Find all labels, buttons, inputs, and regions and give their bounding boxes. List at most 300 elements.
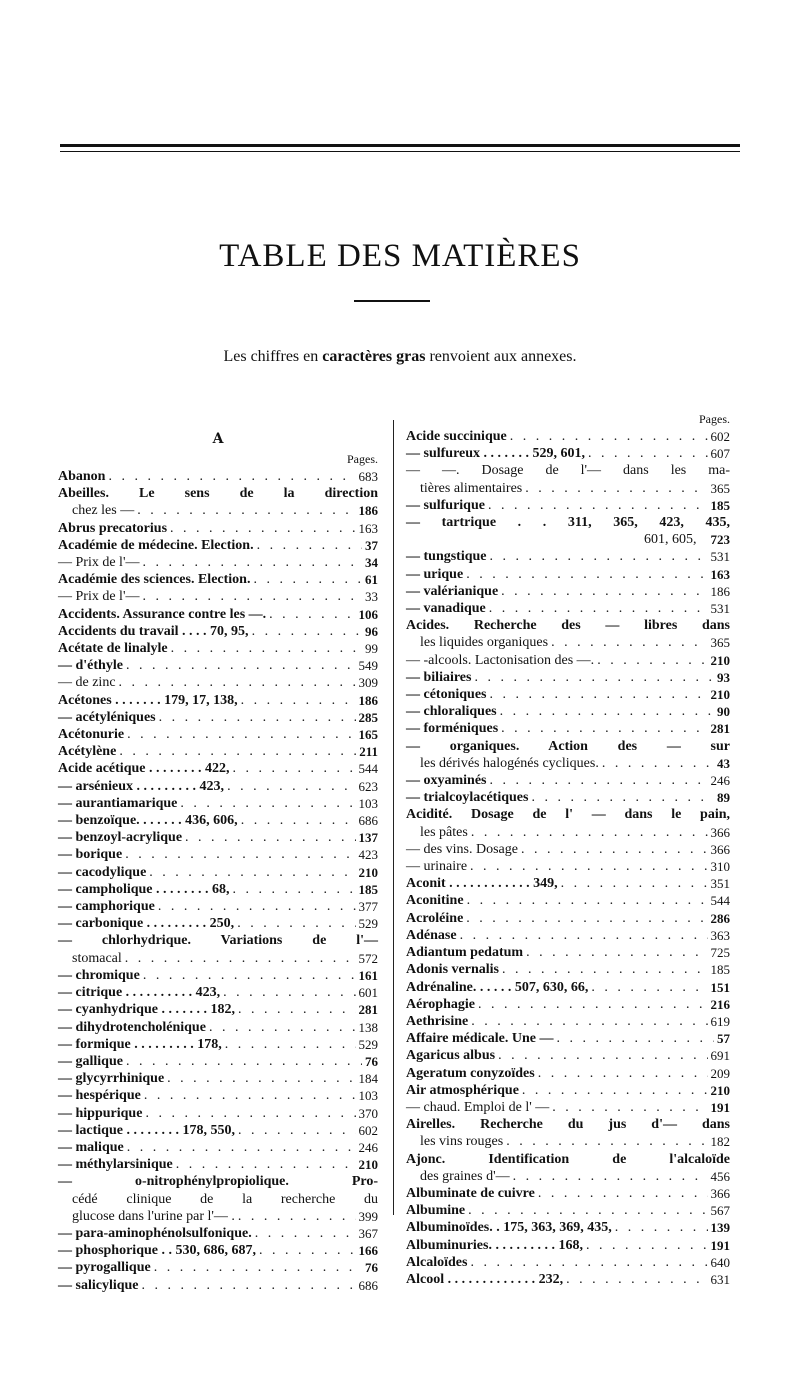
- index-entry: [58, 829, 378, 846]
- leader-dots: [171, 640, 362, 657]
- leader-dots: [478, 996, 708, 1013]
- index-entry-pages: 686: [358, 813, 378, 829]
- index-entry: [58, 881, 378, 898]
- leader-dots: [259, 1242, 356, 1259]
- index-entry: [406, 617, 730, 651]
- index-entry-pages: 89: [717, 790, 730, 806]
- index-entry-pages: 209: [710, 1065, 730, 1081]
- index-entry: [406, 548, 730, 565]
- index-entry-term: — de zinc: [58, 675, 116, 691]
- index-entry-pages: 544: [710, 893, 730, 909]
- index-entry-term: — salicylique: [58, 1277, 139, 1293]
- index-entry-term: — sulfureux . . . . . . . 529, 601,: [406, 446, 586, 462]
- index-entry-term: — benzoyl-acrylique: [58, 830, 183, 846]
- index-entry-pages: 691: [710, 1048, 730, 1064]
- index-entry-term: — cyanhydrique . . . . . . . 182,: [58, 1002, 235, 1018]
- index-entry-term: Agaricus albus: [406, 1048, 496, 1064]
- leader-dots: [167, 1070, 355, 1087]
- index-entry: [406, 1151, 730, 1185]
- leader-dots: [143, 967, 356, 984]
- index-entry-pages: 640: [710, 1254, 730, 1270]
- index-entry-pages: 725: [710, 945, 730, 961]
- index-entry-pages: 686: [358, 1277, 378, 1293]
- leader-dots: [490, 772, 708, 789]
- index-column-left: [58, 410, 378, 1294]
- leader-dots: [145, 1105, 355, 1122]
- section-letter: A: [212, 431, 224, 447]
- index-entry-term: — chromique: [58, 967, 140, 983]
- index-entry: [406, 927, 730, 944]
- leader-dots: [252, 623, 362, 640]
- index-entry: [58, 588, 378, 605]
- leader-dots: [233, 881, 356, 898]
- index-entry: [58, 778, 378, 795]
- index-entry-term: — chaud. Emploi de l' —: [406, 1099, 550, 1115]
- leader-dots: [591, 979, 707, 996]
- leader-dots: [142, 554, 362, 571]
- index-entry-term: — phosphorique . . 530, 686, 687,: [58, 1243, 256, 1259]
- index-entry-pages: 103: [358, 795, 378, 811]
- index-entry: [406, 1082, 730, 1099]
- index-entry-term: Ageratum conyzoïdes: [406, 1065, 535, 1081]
- index-entry-pages: 456: [710, 1168, 730, 1184]
- index-entry: [58, 1019, 378, 1036]
- index-entry: [58, 1277, 378, 1294]
- index-entry-pages: 151: [710, 979, 730, 995]
- leader-dots: [142, 588, 362, 605]
- index-entry-term-cont: des graines d'—: [420, 1168, 510, 1184]
- index-entry-term: Acétonurie: [58, 727, 125, 743]
- index-entry-term: — chlorhydrique. Variations de l'—: [58, 933, 378, 949]
- leader-dots: [170, 520, 355, 537]
- leader-dots: [253, 571, 362, 588]
- index-entry-pages: 90: [717, 704, 730, 720]
- page-title: TABLE DES MATIÈRES: [219, 238, 581, 274]
- index-entry-term: — para-aminophénolsulfonique.: [58, 1225, 252, 1241]
- index-entry-pages: 57: [717, 1031, 730, 1047]
- leader-dots: [137, 502, 355, 519]
- header-rule-thin: [60, 151, 740, 152]
- index-entry-term: — campholique . . . . . . . . 68,: [58, 881, 230, 897]
- index-entry: [58, 1156, 378, 1173]
- index-entry: [406, 445, 730, 462]
- index-entry: [58, 485, 378, 519]
- leader-dots: [566, 1271, 707, 1288]
- index-entry-term: — gallique: [58, 1053, 123, 1069]
- index-entry: [58, 1259, 378, 1276]
- index-entry-term: Adrénaline. . . . . . 507, 630, 66,: [406, 979, 589, 995]
- index-entry-pages: 549: [358, 658, 378, 674]
- index-entry-term: — sulfurique: [406, 497, 485, 513]
- leader-dots: [467, 892, 708, 909]
- index-entry-term: Albuminuries. . . . . . . . . . 168,: [406, 1237, 583, 1253]
- index-entry-term: Air atmosphérique: [406, 1082, 519, 1098]
- index-entry-pages: 366: [710, 841, 730, 857]
- leader-dots: [538, 1185, 708, 1202]
- index-entry-pages: 544: [358, 761, 378, 777]
- leader-dots: [159, 709, 356, 726]
- index-entry-term-cont: stomacal: [72, 950, 122, 966]
- index-entry-term: — arsénieux . . . . . . . . . 423,: [58, 778, 225, 794]
- leader-dots: [468, 1202, 707, 1219]
- index-entry-term: Adénase: [406, 927, 457, 943]
- index-entry-term: — Prix de l'—: [58, 555, 140, 571]
- index-entry: [58, 554, 378, 571]
- index-entry-term: — hespérique: [58, 1088, 141, 1104]
- index-entry-pages: 309: [358, 675, 378, 691]
- index-entry: [58, 932, 378, 966]
- index-entry: [58, 864, 378, 881]
- index-entry: [58, 1105, 378, 1122]
- index-entry: [406, 514, 730, 548]
- index-entry-pages: 363: [710, 927, 730, 943]
- index-entry-term: Abanon: [58, 469, 106, 484]
- index-entry-term: Albumine: [406, 1203, 466, 1219]
- leader-dots: [460, 927, 708, 944]
- index-entry: [406, 1254, 730, 1271]
- index-entry-pages: 602: [710, 429, 730, 444]
- index-entry-term: Acides. Recherche des — libres dans: [406, 618, 730, 634]
- index-entry: [406, 875, 730, 892]
- index-entry-term: Académie des sciences. Election.: [58, 572, 251, 588]
- index-entry-pages: 246: [358, 1139, 378, 1155]
- index-entry: [406, 806, 730, 840]
- index-entry-term: — lactique . . . . . . . . 178, 550,: [58, 1122, 235, 1138]
- index-entry-term: — glycyrrhinique: [58, 1071, 165, 1087]
- leader-dots: [513, 1168, 708, 1185]
- index-entry-pages: 43: [717, 755, 730, 771]
- index-entry-term: — cétoniques: [406, 687, 487, 703]
- subtitle-pre: Les chiffres en: [223, 348, 323, 365]
- leader-dots: [257, 537, 362, 554]
- leader-dots: [255, 1225, 356, 1242]
- index-entry-term: Aconit . . . . . . . . . . . . 349,: [406, 876, 558, 892]
- index-entry-pages: 310: [710, 859, 730, 875]
- index-entry-line: [58, 950, 378, 967]
- index-entry: [406, 1116, 730, 1150]
- index-entry: [406, 1202, 730, 1219]
- index-entry-pages: 619: [710, 1013, 730, 1029]
- leader-dots: [470, 858, 707, 875]
- leader-dots: [556, 1030, 714, 1047]
- index-entry: [406, 961, 730, 978]
- leader-dots: [158, 898, 356, 915]
- index-entry-term: Acétones . . . . . . . 179, 17, 138,: [58, 692, 238, 708]
- index-entry: [406, 789, 730, 806]
- index-entry-term: — tungstique: [406, 549, 487, 565]
- index-entry: [58, 640, 378, 657]
- leader-dots: [149, 864, 355, 881]
- index-entry-pages: 186: [358, 692, 378, 708]
- index-entry: [406, 1185, 730, 1202]
- leader-dots: [602, 755, 714, 772]
- index-entry: [406, 652, 730, 669]
- index-entry: [58, 984, 378, 1001]
- leader-dots: [119, 674, 356, 691]
- index-entry-pages: 281: [358, 1002, 378, 1018]
- index-entry-term: Adonis vernalis: [406, 962, 499, 978]
- index-entry-pages: 37: [365, 537, 378, 553]
- subtitle-post: renvoient aux annexes.: [425, 348, 577, 365]
- leader-dots: [525, 480, 707, 497]
- leader-dots: [586, 1237, 708, 1254]
- leader-dots: [108, 468, 355, 485]
- leader-dots: [501, 583, 707, 600]
- index-entry-pages: 185: [710, 962, 730, 978]
- index-entry: [58, 623, 378, 640]
- index-entry-pages: 377: [358, 899, 378, 915]
- index-entry-pages: 281: [710, 721, 730, 737]
- index-entry-pages: 210: [358, 864, 378, 880]
- index-entry: [58, 1139, 378, 1156]
- index-entry-term: Airelles. Recherche du jus d'— dans: [406, 1117, 730, 1133]
- index-entry-term: — o-nitrophénylpropiolique. Pro-: [58, 1174, 378, 1190]
- index-entry-pages: 165: [358, 727, 378, 743]
- index-entry-term: — vanadique: [406, 601, 486, 617]
- leader-dots: [561, 875, 708, 892]
- leader-dots: [127, 1139, 356, 1156]
- index-entry: [58, 1087, 378, 1104]
- index-entry: [406, 996, 730, 1013]
- index-entry-term: — d'éthyle: [58, 658, 123, 674]
- index-entry: [406, 1219, 730, 1236]
- index-entry-term: — urinaire: [406, 859, 468, 875]
- index-entry-term: — hippurique: [58, 1105, 143, 1121]
- index-entry: [58, 1122, 378, 1139]
- leader-dots: [238, 1208, 356, 1225]
- index-entry-term: — valérianique: [406, 583, 499, 599]
- leader-dots: [269, 606, 355, 623]
- index-entry-line: [406, 755, 730, 772]
- leader-dots: [510, 428, 708, 445]
- index-entry: [406, 583, 730, 600]
- index-entry: [406, 910, 730, 927]
- leader-dots: [125, 846, 355, 863]
- title-underline: [354, 300, 430, 302]
- leader-dots: [551, 634, 707, 651]
- index-entry: [406, 497, 730, 514]
- index-entry-pages: 184: [358, 1071, 378, 1087]
- index-entry-pages: 96: [365, 623, 378, 639]
- leader-dots: [225, 1036, 356, 1053]
- index-entry: [406, 600, 730, 617]
- index-entry-pages: 370: [358, 1105, 378, 1121]
- leader-dots: [466, 566, 707, 583]
- index-entry-line: [406, 1133, 730, 1150]
- index-entry-term: — camphorique: [58, 899, 155, 915]
- index-entry: [58, 1173, 378, 1225]
- index-entry-term: Alcool . . . . . . . . . . . . . 232,: [406, 1271, 564, 1287]
- leader-dots: [241, 692, 356, 709]
- index-entry-term: — borique: [58, 847, 123, 863]
- index-entry-pages: 531: [710, 601, 730, 617]
- index-entry-term-cont: les liquides organiques: [420, 635, 549, 651]
- index-entry-term: — forméniques: [406, 721, 499, 737]
- leader-dots: [232, 760, 355, 777]
- index-entry-term: — acétyléniques: [58, 709, 156, 725]
- index-entry-term-cont: les pâtes: [420, 824, 468, 840]
- pages-label-left: Pages.: [347, 452, 378, 466]
- index-entry-term: — urique: [406, 566, 464, 582]
- index-entry-pages: 399: [358, 1208, 378, 1224]
- index-entry: [406, 858, 730, 875]
- index-entry-pages: 607: [710, 446, 730, 462]
- index-entry-pages: 138: [358, 1019, 378, 1035]
- index-entry-line: [406, 531, 730, 548]
- index-entry-term: Aethrisine: [406, 1013, 469, 1029]
- index-entry-pages: 365: [710, 480, 730, 496]
- index-entry-pages: 366: [710, 824, 730, 840]
- index-entry: [406, 703, 730, 720]
- index-entry-pages: 76: [365, 1053, 378, 1069]
- index-entry-term-cont: tières alimentaires: [420, 480, 523, 496]
- index-entry-line: [58, 1208, 378, 1225]
- leader-dots: [471, 824, 708, 841]
- leader-dots: [531, 789, 714, 806]
- leader-dots: [522, 1082, 708, 1099]
- leader-dots: [500, 703, 714, 720]
- leader-dots: [185, 829, 355, 846]
- index-entry-term: Aconitine: [406, 893, 464, 909]
- index-entry: [58, 674, 378, 691]
- leader-dots: [470, 1254, 707, 1271]
- index-entry-pages: 351: [710, 876, 730, 892]
- leader-dots: [526, 944, 707, 961]
- leader-dots: [237, 915, 355, 932]
- index-entry-term: — oxyaminés: [406, 773, 487, 789]
- column-divider: [393, 420, 394, 1215]
- index-entry-term-cont: cédé clinique de la recherche du: [72, 1191, 378, 1207]
- leader-dots: [127, 726, 355, 743]
- index-entry-pages: 211: [359, 744, 378, 760]
- index-entry: [406, 686, 730, 703]
- leader-dots: [489, 600, 708, 617]
- index-entry-pages: 601: [358, 985, 378, 1001]
- leader-dots: [490, 548, 708, 565]
- index-entry: [406, 979, 730, 996]
- index-entry-term: Accidents du travail . . . . 70, 95,: [58, 623, 249, 639]
- index-entry-pages: 76: [365, 1260, 378, 1276]
- index-entry-term: Affaire médicale. Une —: [406, 1031, 554, 1047]
- leader-dots: [474, 669, 714, 686]
- index-entry: [58, 1242, 378, 1259]
- index-entry-term-cont: les vins rouges: [420, 1134, 504, 1150]
- index-entry-pages: 191: [710, 1237, 730, 1253]
- index-entry-pages: 161: [358, 967, 378, 983]
- index-entry-term: — dihydrotencholénique: [58, 1019, 206, 1035]
- index-entry-pages: 191: [710, 1099, 730, 1115]
- index-entry-term: — aurantiamarique: [58, 795, 178, 811]
- index-entry: [58, 468, 378, 485]
- index-entry-pages: 623: [358, 778, 378, 794]
- index-entry: [58, 657, 378, 674]
- pages-label-right: Pages.: [699, 412, 730, 426]
- index-entry-pages: 210: [710, 687, 730, 703]
- leader-dots: [180, 795, 355, 812]
- index-entry-term: — Prix de l'—: [58, 589, 140, 605]
- index-entry: [406, 462, 730, 496]
- leader-dots: [227, 778, 355, 795]
- leader-dots: [538, 1065, 708, 1082]
- index-entry: [406, 1271, 730, 1288]
- index-entry-pages: 572: [358, 950, 378, 966]
- index-entry-pages: 286: [710, 910, 730, 926]
- index-entry-term: — malique: [58, 1139, 124, 1155]
- index-entry-term: — —. Dosage de l'— dans les ma-: [406, 463, 730, 479]
- index-entry: [58, 898, 378, 915]
- index-entry-term-cont: les dérivés halogénés cycliques.: [420, 755, 599, 771]
- leader-dots: [238, 1001, 356, 1018]
- index-entry: [58, 915, 378, 932]
- index-entry-pages: 367: [358, 1225, 378, 1241]
- index-entry-pages: 186: [358, 503, 378, 519]
- header-rule-thick: [60, 144, 740, 147]
- index-entry-term: Acroléine: [406, 910, 464, 926]
- index-entry-pages: 33: [365, 589, 378, 605]
- index-entry: [58, 1001, 378, 1018]
- index-entry-pages: 285: [358, 709, 378, 725]
- index-entry-pages: 210: [710, 1082, 730, 1098]
- leader-dots: [498, 1047, 707, 1064]
- index-entry-pages: 61: [365, 572, 378, 588]
- index-entry: [406, 772, 730, 789]
- leader-dots: [176, 1156, 356, 1173]
- leader-dots: [223, 984, 355, 1001]
- index-entry: [406, 1099, 730, 1116]
- index-entry: [58, 795, 378, 812]
- index-entry: [58, 1225, 378, 1242]
- index-entry-term: Acide acétique . . . . . . . . 422,: [58, 761, 230, 777]
- index-entry: [406, 720, 730, 737]
- index-entry: [406, 892, 730, 909]
- leader-dots: [154, 1259, 362, 1276]
- index-entry: [58, 571, 378, 588]
- index-entry-term-cont: 601, 605,: [644, 532, 697, 548]
- index-entry-pages: 166: [358, 1243, 378, 1259]
- index-entry: [406, 841, 730, 858]
- index-entry-pages: 529: [358, 916, 378, 932]
- leader-dots: [471, 1013, 707, 1030]
- leader-dots: [502, 961, 708, 978]
- leader-dots: [552, 1099, 707, 1116]
- index-entry-term: Accidents. Assurance contre les —.: [58, 606, 267, 622]
- index-entry-pages: 185: [710, 497, 730, 513]
- index-entry-term-cont: chez les —: [72, 503, 135, 519]
- index-entry-pages: 186: [710, 583, 730, 599]
- index-entry-line: [406, 634, 730, 651]
- index-entry: [58, 537, 378, 554]
- index-entry-pages: 602: [358, 1122, 378, 1138]
- index-entry-term: — pyrogallique: [58, 1260, 151, 1276]
- index-entry-term: — des vins. Dosage: [406, 841, 518, 857]
- index-entry: [58, 1070, 378, 1087]
- index-entry-term: — tartrique . . 311, 365, 423, 435,: [406, 515, 730, 531]
- index-entry-pages: 185: [358, 881, 378, 897]
- index-entry: [58, 520, 378, 537]
- leader-dots: [521, 841, 708, 858]
- index-entry-term: Abeilles. Le sens de la direction: [58, 486, 378, 502]
- index-entry-term: — chloraliques: [406, 704, 497, 720]
- index-entry-pages: 163: [358, 520, 378, 536]
- leader-dots: [490, 686, 708, 703]
- index-entry-pages: 531: [710, 549, 730, 565]
- index-entry-term: — carbonique . . . . . . . . . 250,: [58, 916, 235, 932]
- leader-dots: [588, 445, 707, 462]
- leader-dots: [501, 720, 707, 737]
- index-entry: [58, 606, 378, 623]
- index-entry: [406, 428, 730, 445]
- index-entry-pages: 139: [710, 1220, 730, 1236]
